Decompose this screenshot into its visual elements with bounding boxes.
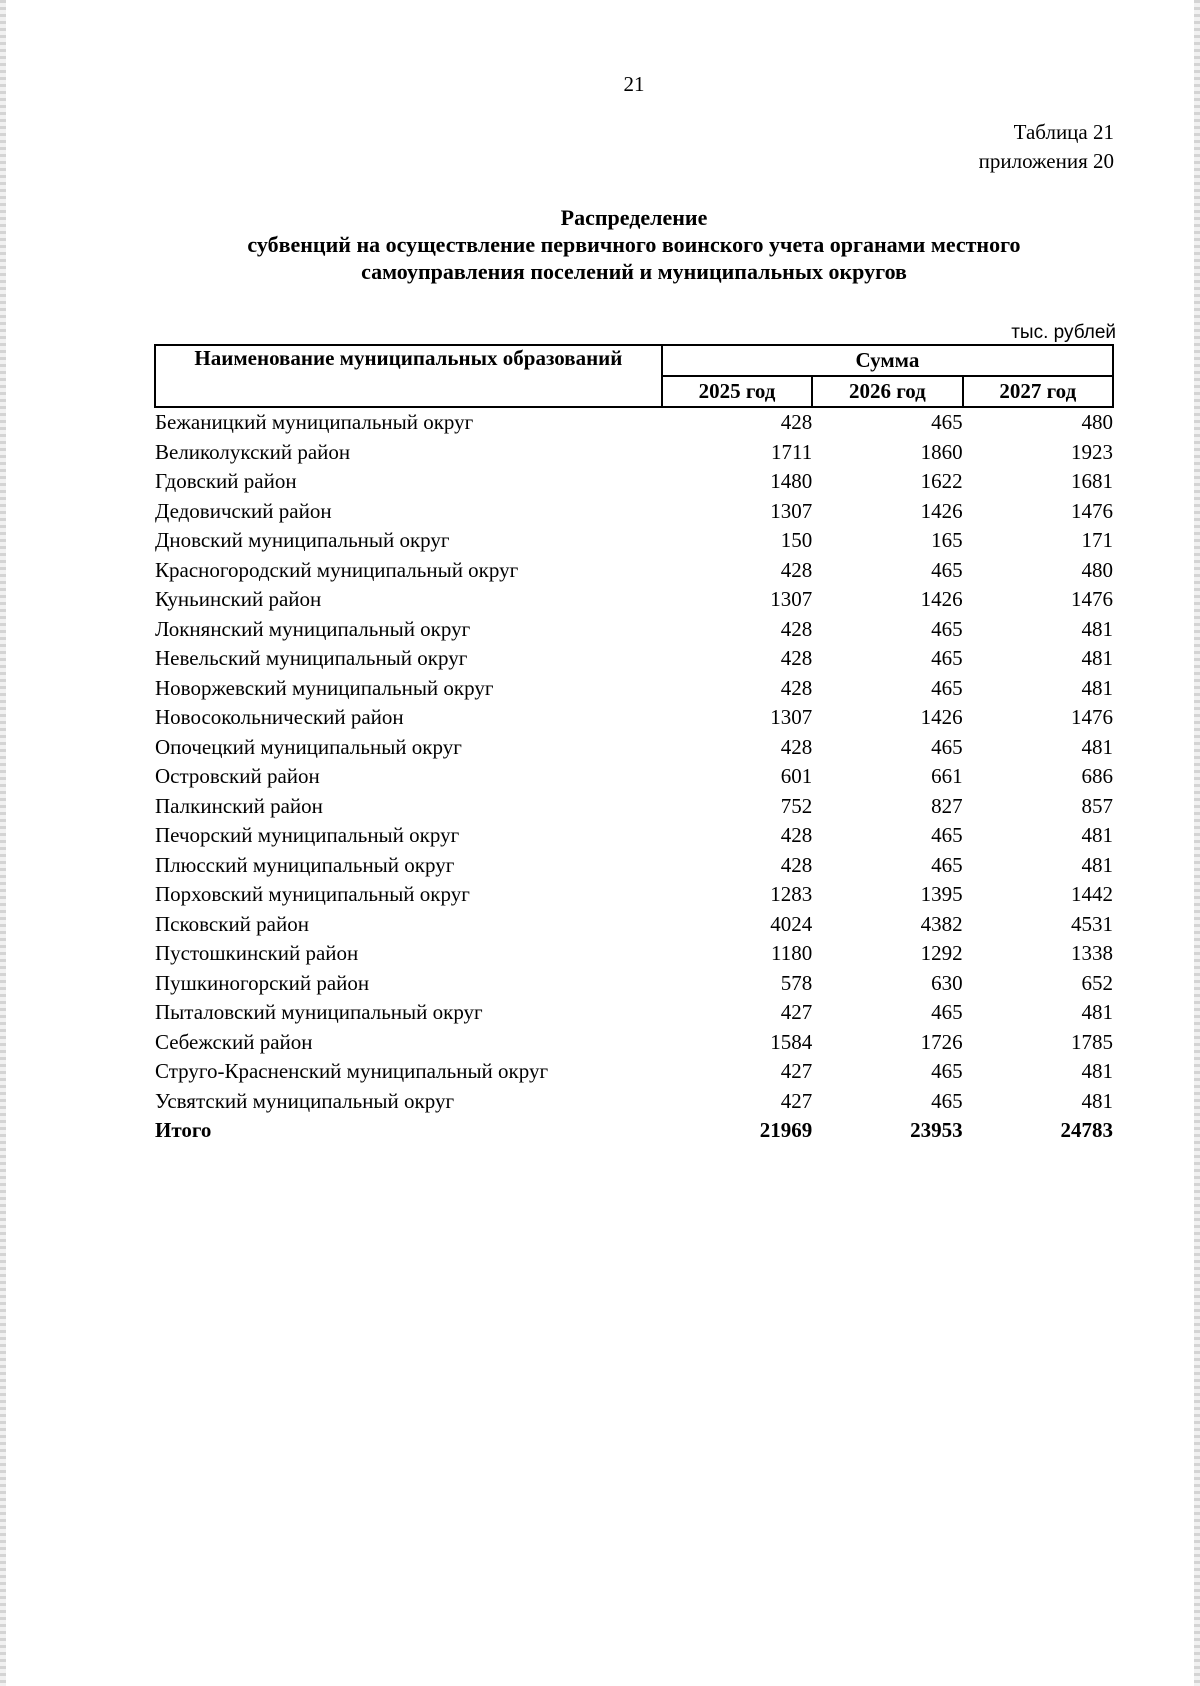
table-row <box>155 1057 1113 1087</box>
amount-2027: 857 <box>1081 793 1113 818</box>
amount-2025: 428 <box>780 646 813 670</box>
amount-2027: 481 <box>1081 616 1113 641</box>
table-ref-line-2: приложения 20 <box>978 149 1114 173</box>
table-row <box>155 969 1113 999</box>
table-ref-line-1: Таблица 21 <box>1013 120 1114 144</box>
title-line-3: самоуправления поселений и муниципальных округов <box>361 259 907 284</box>
municipality-name: Струго-Красненский муниципальный округ <box>155 1059 549 1083</box>
table-row <box>155 939 1113 969</box>
amount-2026: 1292 <box>920 941 963 965</box>
municipality-name: Пустошкинский район <box>155 941 359 965</box>
amount-2026: 1426 <box>920 498 963 523</box>
amount-2025: 1480 <box>770 469 813 493</box>
table-row <box>155 733 1113 763</box>
table-row <box>155 615 1113 645</box>
amount-2027: 481 <box>1081 675 1113 700</box>
amount-2025: 427 <box>780 1088 813 1113</box>
amount-2026: 1426 <box>920 705 963 729</box>
total-row <box>155 1116 1113 1146</box>
total-2027: 24783 <box>1060 1118 1113 1142</box>
table-row <box>155 407 1113 438</box>
municipality-name: Опочецкий муниципальный округ <box>155 734 462 759</box>
amount-2027: 1476 <box>1071 587 1113 611</box>
amount-2026: 465 <box>931 557 963 582</box>
amount-2025: 428 <box>780 557 813 582</box>
amount-2027: 1338 <box>1071 941 1113 965</box>
amount-2025: 150 <box>780 528 813 552</box>
municipality-name: Невельский муниципальный округ <box>155 646 468 670</box>
header-sum: Сумма <box>662 345 1113 376</box>
municipality-name: Гдовский район <box>155 469 297 493</box>
amount-2025: 752 <box>780 793 813 818</box>
municipality-name: Порховский муниципальный округ <box>155 882 470 906</box>
amount-2027: 1442 <box>1071 882 1113 906</box>
amount-2027: 481 <box>1081 1000 1113 1024</box>
table-reference <box>979 118 1114 176</box>
table-row <box>155 998 1113 1028</box>
table-row <box>155 497 1113 527</box>
amount-2025: 1307 <box>770 498 813 523</box>
municipality-name: Новоржевский муниципальный округ <box>155 675 494 700</box>
table-row <box>155 644 1113 674</box>
amount-2025: 428 <box>780 616 813 641</box>
units-label: тыс. рублей <box>1011 322 1116 343</box>
amount-2025: 428 <box>780 852 813 877</box>
municipality-name: Усвятский муниципальный округ <box>155 1088 455 1113</box>
amount-2026: 465 <box>931 1059 963 1083</box>
table-row <box>155 526 1113 556</box>
amount-2027: 481 <box>1081 734 1113 759</box>
amount-2025: 1180 <box>770 941 813 965</box>
amount-2026: 1726 <box>920 1029 963 1054</box>
amount-2027: 652 <box>1081 970 1113 995</box>
municipality-name: Плюсский муниципальный округ <box>155 852 455 877</box>
amount-2027: 480 <box>1081 410 1113 434</box>
header-year-2026: 2026 год <box>812 376 962 407</box>
amount-2027: 481 <box>1081 1059 1113 1083</box>
municipality-name: Печорский муниципальный округ <box>155 823 460 847</box>
municipality-name: Дновский муниципальный округ <box>155 528 450 552</box>
municipality-name: Себежский район <box>155 1029 313 1054</box>
total-label: Итого <box>155 1118 212 1142</box>
amount-2026: 465 <box>931 410 963 434</box>
amount-2027: 1476 <box>1071 705 1113 729</box>
table-row <box>155 467 1113 497</box>
amount-2027: 1476 <box>1071 498 1113 523</box>
amount-2026: 827 <box>931 793 963 818</box>
table-row <box>155 762 1113 792</box>
amount-2027: 481 <box>1081 823 1113 847</box>
amount-2027: 171 <box>1081 528 1113 552</box>
amount-2026: 165 <box>931 528 963 552</box>
table-row <box>155 1028 1113 1058</box>
amount-2027: 1923 <box>1071 439 1113 464</box>
amount-2025: 601 <box>780 764 813 788</box>
amount-2026: 1860 <box>920 439 963 464</box>
amount-2027: 4531 <box>1071 911 1113 936</box>
amount-2026: 465 <box>931 616 963 641</box>
title-line-2: субвенций на осуществление первичного воинского учета органами местного <box>247 232 1021 257</box>
table-row <box>155 438 1113 468</box>
amount-2025: 1307 <box>770 587 813 611</box>
municipality-name: Дедовичский район <box>155 498 332 523</box>
table-row <box>155 910 1113 940</box>
amount-2026: 661 <box>931 764 963 788</box>
title-line-1: Распределение <box>560 205 708 230</box>
amount-2027: 481 <box>1081 646 1113 670</box>
amount-2025: 428 <box>780 410 813 434</box>
table-row <box>155 585 1113 615</box>
municipality-name: Островский район <box>155 764 320 788</box>
municipality-name: Новосокольнический район <box>155 705 404 729</box>
municipality-name: Великолукский район <box>155 439 351 464</box>
table-head <box>155 345 1113 407</box>
municipality-name: Пыталовский муниципальный округ <box>155 1000 483 1024</box>
municipality-name: Куньинский район <box>155 587 322 611</box>
amount-2025: 428 <box>780 675 813 700</box>
amount-2026: 465 <box>931 852 963 877</box>
amount-2025: 4024 <box>770 911 813 936</box>
amount-2025: 1307 <box>770 705 813 729</box>
municipality-name: Псковский район <box>155 911 309 936</box>
amount-2025: 427 <box>780 1000 813 1024</box>
amount-2025: 428 <box>780 823 813 847</box>
amount-2025: 578 <box>780 970 813 995</box>
table-body <box>155 407 1113 1146</box>
amount-2026: 1395 <box>920 882 963 906</box>
amount-2027: 686 <box>1081 764 1113 788</box>
municipality-name: Бежаницкий муниципальный округ <box>155 410 474 434</box>
amount-2026: 630 <box>931 970 963 995</box>
header-year-2027: 2027 год <box>963 376 1113 407</box>
amount-2025: 428 <box>780 734 813 759</box>
municipality-name: Красногородский муниципальный округ <box>155 557 519 582</box>
amount-2026: 465 <box>931 675 963 700</box>
header-name: Наименование муниципальных образований <box>155 345 662 407</box>
amount-2026: 465 <box>931 1000 963 1024</box>
amount-2027: 481 <box>1081 852 1113 877</box>
table-row <box>155 1087 1113 1117</box>
amount-2027: 480 <box>1081 557 1113 582</box>
amount-2026: 4382 <box>920 911 963 936</box>
table-row <box>155 792 1113 822</box>
header-row-1 <box>155 345 1113 376</box>
amount-2025: 427 <box>780 1059 813 1083</box>
total-2025: 21969 <box>759 1118 813 1142</box>
amount-2026: 465 <box>931 734 963 759</box>
table-row <box>155 880 1113 910</box>
amount-2025: 1711 <box>770 439 813 464</box>
municipality-name: Локнянский муниципальный округ <box>155 616 471 641</box>
table-row <box>155 674 1113 704</box>
amount-2026: 465 <box>931 646 963 670</box>
amount-2027: 481 <box>1081 1088 1113 1113</box>
amount-2025: 1283 <box>770 882 813 906</box>
amount-2026: 465 <box>931 823 963 847</box>
amount-2027: 1681 <box>1071 469 1113 493</box>
document-title <box>0 204 1200 285</box>
municipality-name: Пушкиногорский район <box>155 970 370 995</box>
distribution-table <box>154 344 1114 1146</box>
header-year-2025: 2025 год <box>662 376 812 407</box>
table-row <box>155 821 1113 851</box>
amount-2026: 465 <box>931 1088 963 1113</box>
page-number: 21 <box>623 72 645 96</box>
table-row <box>155 703 1113 733</box>
municipality-name: Палкинский район <box>155 793 323 818</box>
total-2026: 23953 <box>910 1118 963 1142</box>
table-row <box>155 851 1113 881</box>
amount-2026: 1622 <box>920 469 963 493</box>
amount-2026: 1426 <box>920 587 963 611</box>
table-row <box>155 556 1113 586</box>
amount-2027: 1785 <box>1071 1029 1113 1054</box>
amount-2025: 1584 <box>770 1029 813 1054</box>
